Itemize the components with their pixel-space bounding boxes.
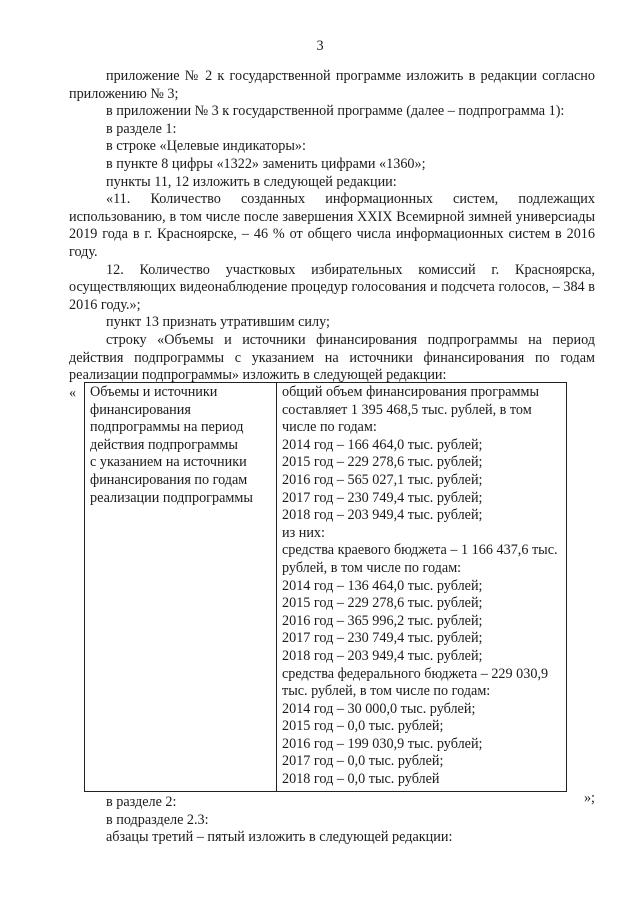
table-cell-value: общий объем финансирования программы составляет 1 395 468,5 тыс. рублей, в том числе по годам: 2014 год – 166 464,0 тыс. рублей; 2015 год – 229 278,6 тыс. рублей; 2016 год – 565 027,1 тыс. рублей; 2017 год – 230 749,4 тыс. рублей; 2018 год – 203 949,4 тыс. рублей; из них: средства краевого бюджета – 1 166 437,6 тыс. рублей, в том числе по годам: 2014 год – 136 464,0 тыс. рублей; 2015 год – 229 278,6 тыс. рублей; 2016 год – 365 996,2 тыс. рублей; 2017 год – 230 749,4 тыс. рублей; 2018 год – 203 949,4 тыс. рублей; средства федерального бюджета – 229 030,9 тыс. рублей, в том числе по годам: 2014 год – 30 000,0 тыс. рублей; 2015 год – 0,0 тыс. рублей; 2016 год – 199 030,9 тыс. рублей; 2017 год – 0,0 тыс. рублей; 2018 год – 0,0 тыс. рублей [277,383,567,792]
paragraph: пункт 13 признать утратившим силу; [106,314,330,331]
paragraph: в строке «Целевые индикаторы»: [106,138,306,155]
paragraph: пункты 11, 12 изложить в следующей редакции: [106,173,397,190]
paragraph: в разделе 2: [106,794,177,810]
paragraph: в разделе 1: [106,120,177,137]
open-quote: « [69,385,77,401]
paragraph: в пункте 8 цифры «1322» заменить цифрами «1360»; [106,155,426,172]
paragraph: 12. Количество участковых избирательных комиссий г. Красноярска, осуществляющих видеонаблюдение процедур голосования и подсчета голосов, – 384 в 2016 году.»; [69,261,595,313]
following-text [106,794,452,847]
paragraph: строку «Объемы и источники финансирования подпрограммы на период действия подпрограммы с указанием на источники финансирования по годам реализации подпрограммы» изложить в следующей редакции: [69,331,595,384]
table-cell-label: Объемы и источники финансирования подпрограммы на период действия подпрограммы с указанием на источники финансирования по годам реализации подпрограммы [85,383,277,792]
paragraph: приложение № 2 к государственной программе изложить в редакции согласно приложению № 3; [69,68,595,102]
document-body [69,68,595,385]
page-number: 3 [316,38,324,54]
paragraph: «11. Количество созданных информационных систем, подлежащих использованию, в том числе после завершения XXIX Всемирной зимней универсиады 2019 года в г. Красноярске, – 46 % от общего числа информационных систем в 2016 году. [69,191,595,260]
table-row [85,383,567,792]
paragraph: в подразделе 2.3: [106,811,209,828]
financing-table [84,382,567,792]
close-quote: »; [583,790,595,806]
paragraph: в приложении № 3 к государственной программе (далее – подпрограмма 1): [106,103,565,120]
paragraph: абзацы третий – пятый изложить в следующей редакции: [106,829,453,846]
